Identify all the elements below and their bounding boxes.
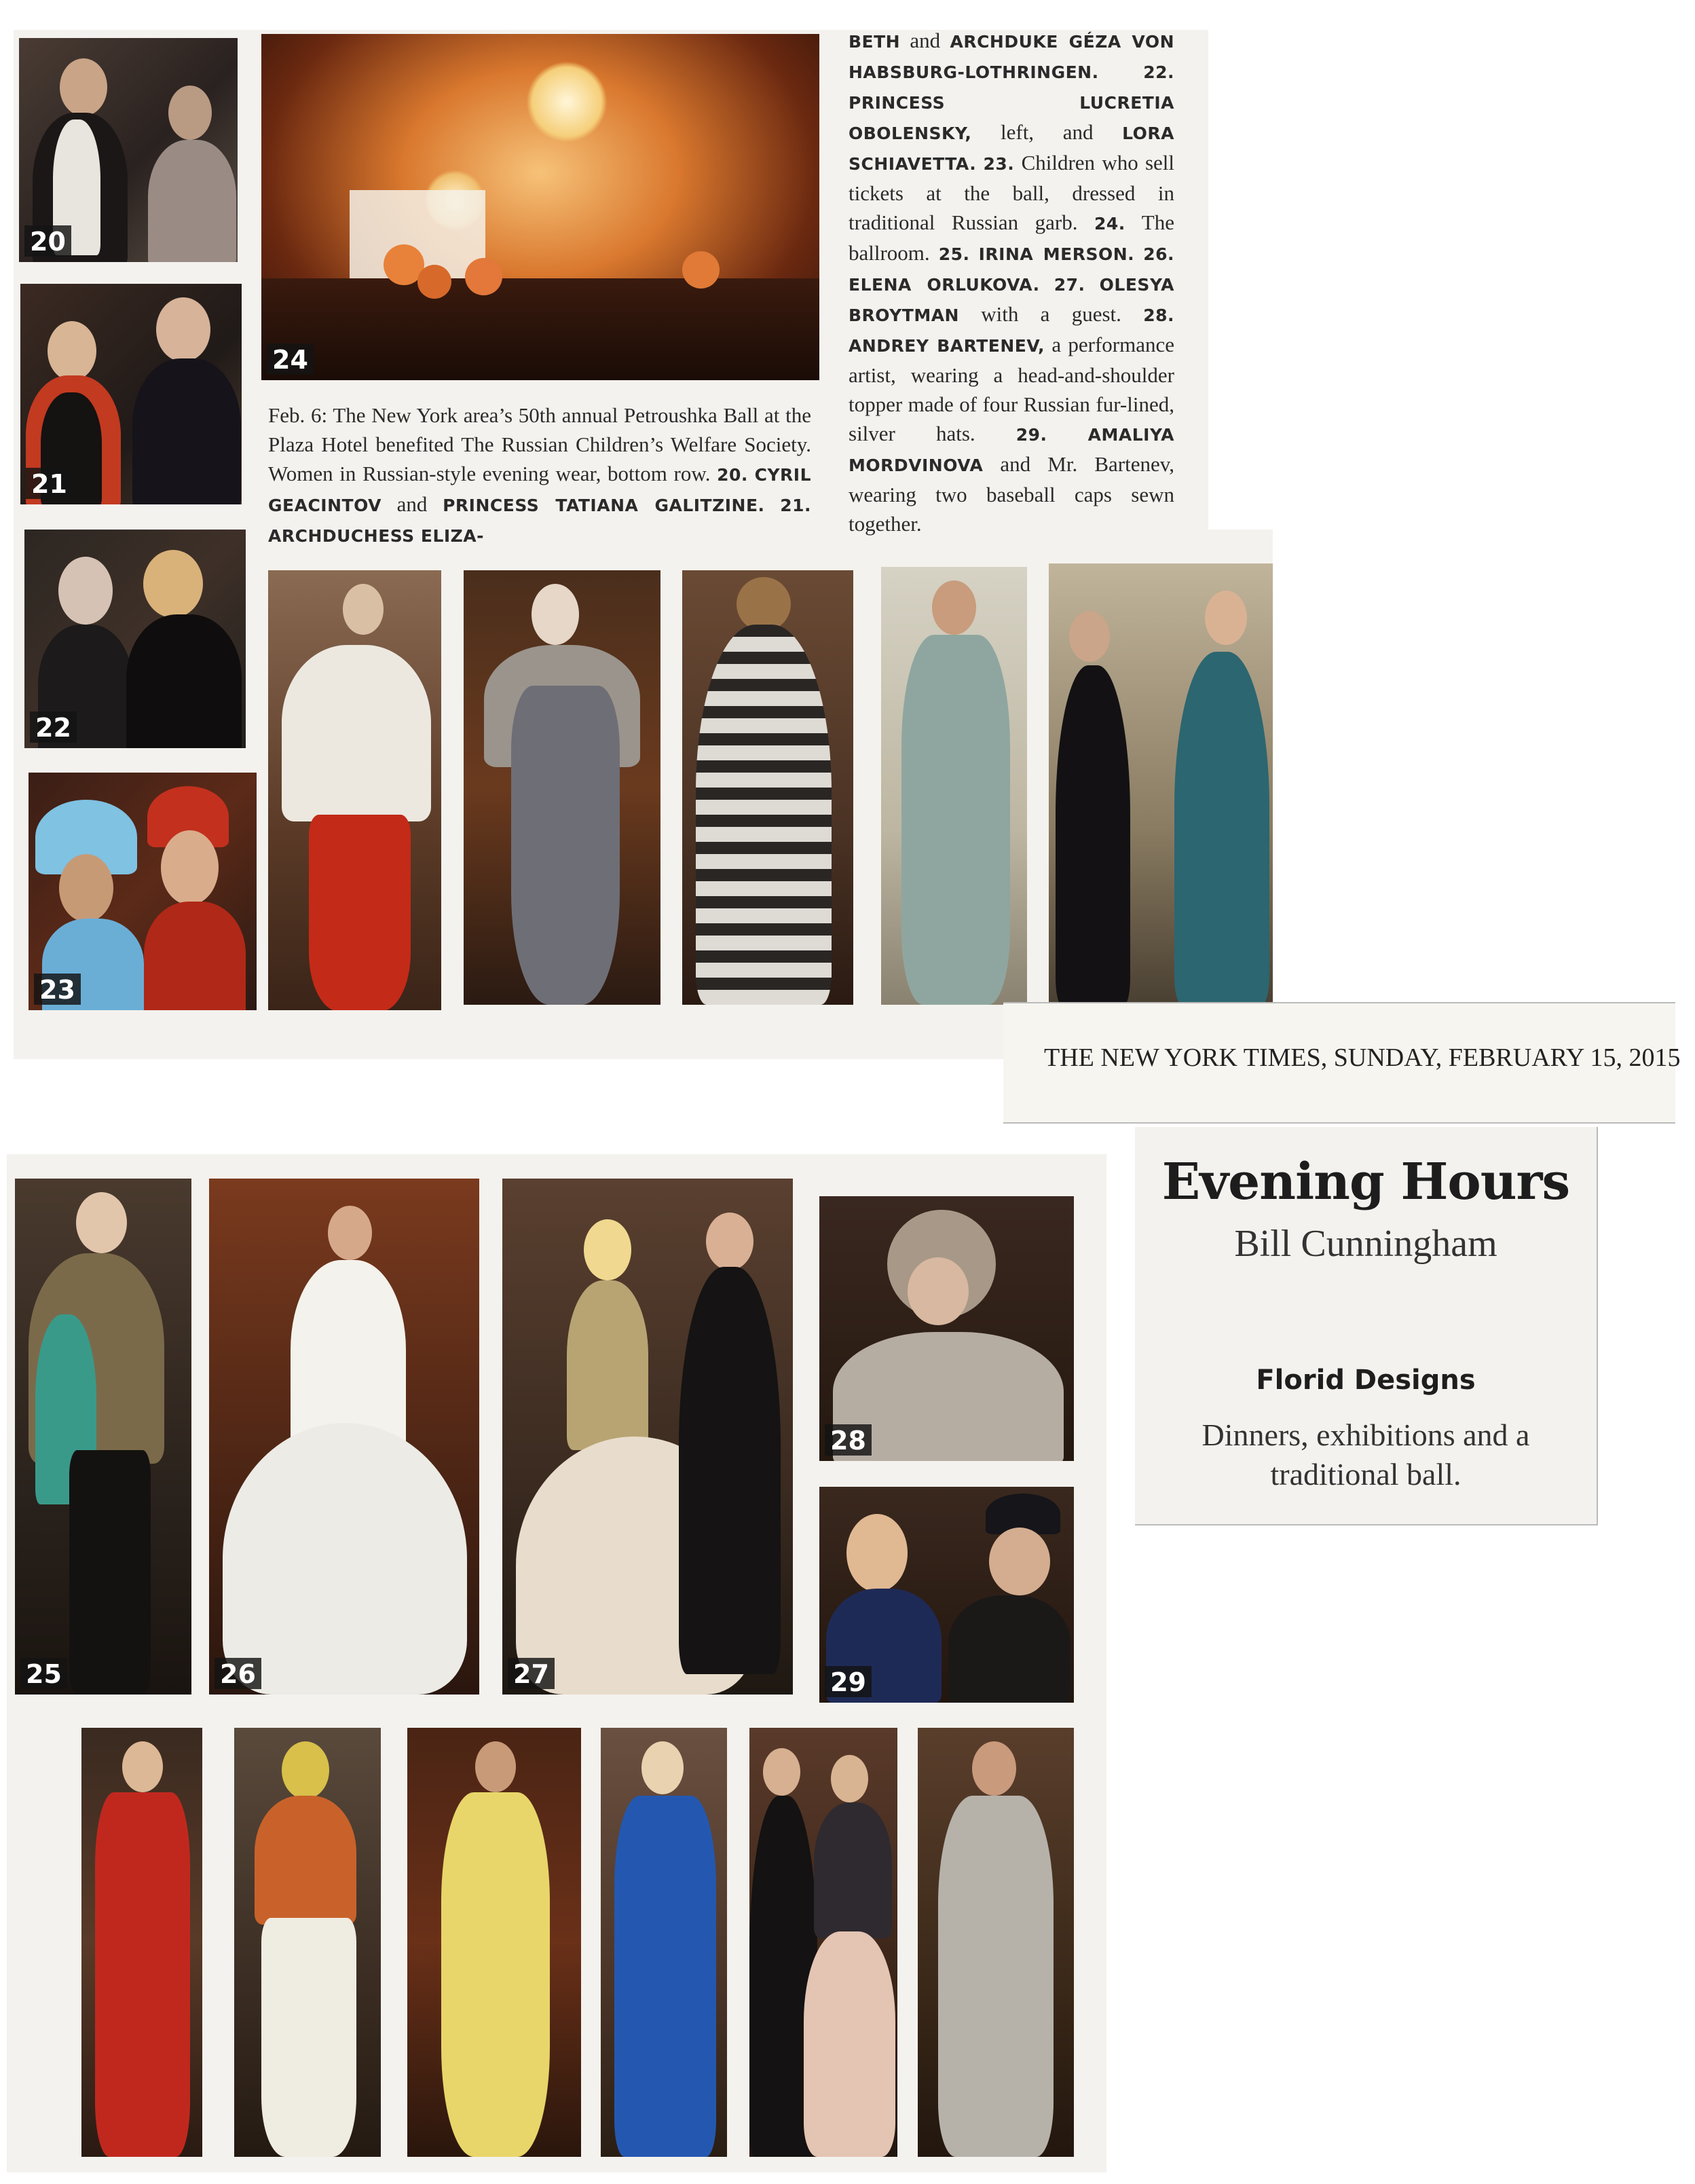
photo-21 xyxy=(20,284,242,504)
caption-name: OLESYA BROYTMAN xyxy=(849,275,1174,325)
caption-name: LORA SCHIAVETTA. xyxy=(849,124,1175,174)
photo-number: 21 xyxy=(26,468,73,499)
photo-gown-silver xyxy=(464,570,660,1005)
photo-lace-gown xyxy=(918,1728,1074,2157)
photo-gown-sage xyxy=(881,567,1027,1005)
photo-22 xyxy=(24,530,246,748)
caption-name: ARCHDUKE GÉZA VON HABSBURG-LOTHRINGEN. xyxy=(849,32,1174,82)
photo-number: 23 xyxy=(34,974,81,1005)
caption-name: IRINA MERSON. xyxy=(978,244,1135,264)
caption-num: 27. xyxy=(1054,275,1085,295)
caption-num: 23. xyxy=(983,154,1015,174)
column-dek: Dinners, exhibitions and a traditional ball. xyxy=(1202,1418,1530,1492)
photo-number: 27 xyxy=(508,1658,555,1689)
photo-couple-tulle xyxy=(749,1728,897,2157)
column-headline: Florid Designs xyxy=(1256,1365,1476,1396)
caption-name: BETH xyxy=(849,32,901,52)
dateline xyxy=(1003,1002,1681,1124)
caption-name: AMALIYA MORDVINOVA xyxy=(849,425,1175,475)
caption-name: PRINCESS LUCRETIA OBOLENSKY, xyxy=(849,93,1174,143)
caption-text: The ballroom. xyxy=(849,210,1174,265)
caption-intro: Feb. 6: The New York area’s 50th annual Petroushka Ball at the Plaza Hotel benefited The Russian Children’s Welfare Society. Women in Russian-style evening wear, bottom row. xyxy=(268,403,811,485)
photo-number: 28 xyxy=(825,1424,872,1456)
photo-embroidered-jacket xyxy=(234,1728,381,2157)
photo-27 xyxy=(502,1179,793,1695)
caption-num: 28. xyxy=(1143,306,1175,325)
caption-name: CYRIL GEACINTOV xyxy=(268,465,812,515)
photo-number: 20 xyxy=(24,225,71,257)
photo-chinchilla-coat xyxy=(682,570,853,1005)
column-header xyxy=(1135,1127,1598,1525)
photo-26 xyxy=(209,1179,479,1695)
caption-text: and Mr. Bartenev, wearing two baseball caps sewn together. xyxy=(849,452,1174,536)
photo-number: 29 xyxy=(825,1666,872,1697)
photo-29 xyxy=(819,1487,1074,1703)
photo-23 xyxy=(29,773,257,1010)
photo-two-women xyxy=(1049,563,1273,1003)
caption-text: Children who sell tickets at the ball, dressed in traditional Russian garb. xyxy=(849,151,1175,234)
caption-name: ANDREY BARTENEV, xyxy=(849,336,1045,356)
caption-name: PRINCESS TATIANA GALITZINE. xyxy=(443,496,765,515)
caption-num: 29. xyxy=(1016,425,1047,445)
photo-gown-white-fur xyxy=(268,570,441,1010)
photo-20 xyxy=(19,38,238,262)
caption-num: 24. xyxy=(1094,214,1125,234)
photo-number: 25 xyxy=(20,1658,67,1689)
caption-text: left, and xyxy=(1001,120,1094,144)
photo-28 xyxy=(819,1196,1074,1461)
photo-25 xyxy=(15,1179,191,1695)
caption-num: 25. xyxy=(938,244,970,264)
caption-num: 21. xyxy=(780,496,812,515)
caption-text: a performance artist, wearing a head-and-shoulder topper made of four Russian fur-lined, silver hats. xyxy=(849,333,1174,445)
caption-right xyxy=(849,26,1174,538)
caption-text: and xyxy=(396,492,428,516)
column-title: Evening Hours xyxy=(1161,1153,1570,1211)
caption-num: 22. xyxy=(1143,62,1174,82)
caption-num: 26. xyxy=(1143,244,1175,264)
photo-blue-gown xyxy=(601,1728,727,2157)
photo-24 xyxy=(261,34,819,380)
caption-num: 20. xyxy=(717,465,748,485)
column-byline: Bill Cunningham xyxy=(1234,1223,1497,1265)
photo-number: 24 xyxy=(267,344,314,375)
photo-yellow-gown xyxy=(407,1728,581,2157)
photo-number: 22 xyxy=(30,711,77,743)
photo-red-gown xyxy=(81,1728,202,2157)
caption-name: ARCHDUCHESS ELIZA- xyxy=(268,526,485,546)
caption-text: and xyxy=(910,29,941,52)
caption-left xyxy=(268,401,811,551)
photo-number: 26 xyxy=(215,1658,261,1689)
dateline-text: THE NEW YORK TIMES, SUNDAY, FEBRUARY 15, 2015 xyxy=(1044,1043,1681,1072)
caption-name: ELENA ORLUKOVA. xyxy=(849,275,1040,295)
caption-text: with a guest. xyxy=(981,302,1121,326)
